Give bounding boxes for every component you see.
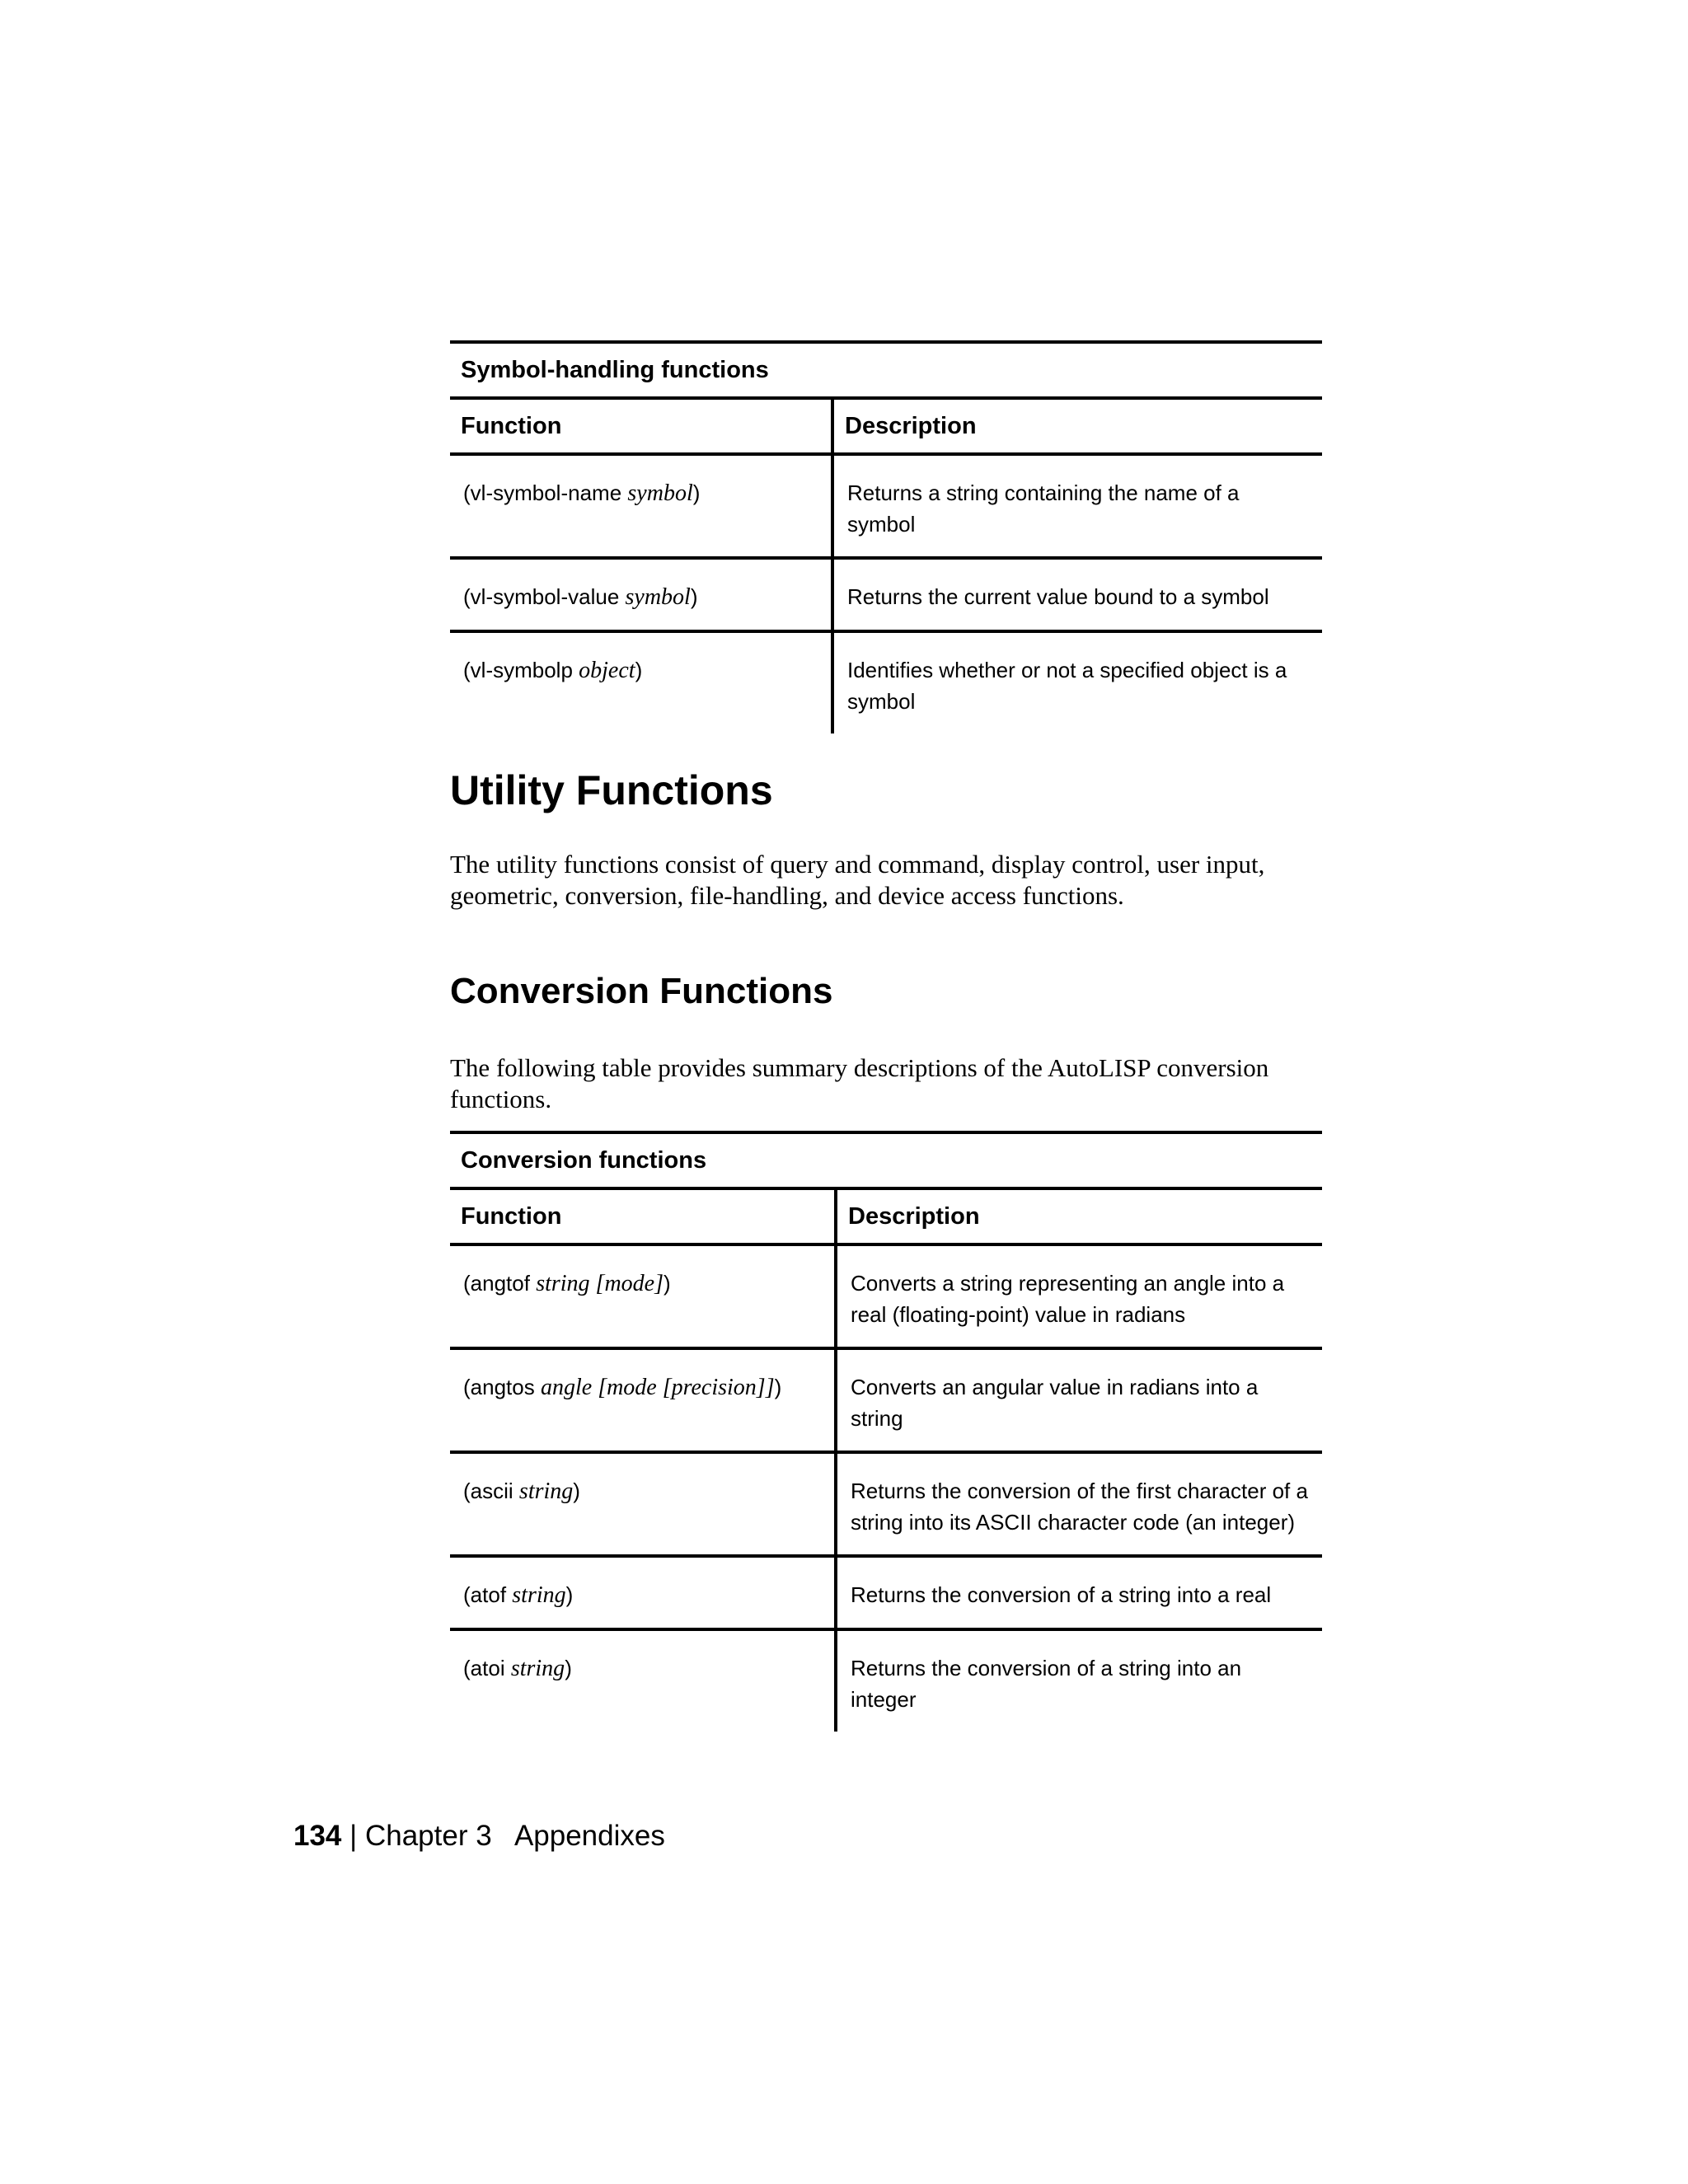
symbol-handling-table: [450, 340, 1322, 733]
table-caption: Conversion functions: [450, 1132, 1322, 1188]
function-name: atoi: [470, 1656, 505, 1680]
symbol-handling-table-block: [450, 340, 1322, 733]
function-signature: (angtos angle [mode [precision]]): [450, 1348, 836, 1452]
table-row: [450, 631, 1322, 733]
function-name: angtos: [470, 1375, 535, 1399]
table-row: [450, 1452, 1322, 1556]
conversion-functions-heading: Conversion Functions: [450, 971, 833, 1011]
table-row: [450, 558, 1322, 631]
function-description: Returns the conversion of the first character of a string into its ASCII character code (an integer): [836, 1452, 1322, 1556]
function-name: atof: [470, 1582, 507, 1607]
function-signature: (vl-symbol-name symbol): [463, 480, 701, 506]
table-row: [450, 454, 1322, 558]
function-args: symbol: [625, 584, 691, 610]
utility-functions-paragraph: The utility functions consist of query and command, display control, user input, geometric, conversion, file-handling, and device access functions.: [450, 850, 1265, 910]
column-header-function: Function: [450, 398, 832, 454]
conversion-functions-table: [450, 1131, 1322, 1732]
function-description: Returns a string containing the name of a symbol: [832, 454, 1322, 558]
function-args: string: [510, 1656, 565, 1681]
conversion-table-block: [450, 1131, 1322, 1732]
page-footer: [293, 1820, 665, 1853]
column-header-description: Description: [832, 398, 1322, 454]
function-signature: (angtof string [mode]): [463, 1271, 671, 1296]
table-row: [450, 1244, 1322, 1348]
column-header-function: Function: [450, 1188, 836, 1244]
function-signature: (ascii string): [450, 1452, 836, 1556]
function-description: Returns the conversion of a string into an integer: [836, 1629, 1322, 1732]
conversion-functions-paragraph: The following table provides summary descriptions of the AutoLISP conversion functions.: [450, 1053, 1269, 1113]
function-args: string [mode]: [536, 1271, 663, 1296]
footer-separator: |: [349, 1820, 358, 1852]
chapter-label: Chapter 3: [364, 1820, 492, 1852]
function-name: vl-symbolp: [470, 658, 573, 682]
function-description: Returns the current value bound to a symbol: [832, 558, 1322, 631]
function-description: Converts an angular value in radians into a string: [836, 1348, 1322, 1452]
chapter-title: Appendixes: [513, 1820, 665, 1852]
function-description: Returns the conversion of a string into a real: [836, 1556, 1322, 1629]
table-row: [450, 1348, 1322, 1452]
function-signature: (atof string): [450, 1556, 836, 1629]
function-args: symbol: [627, 480, 693, 506]
page-number: 134: [293, 1820, 342, 1852]
function-name: vl-symbol-value: [470, 584, 620, 609]
function-description: Converts a string representing an angle into a real (floating-point) value in radians: [836, 1244, 1322, 1348]
function-name: angtof: [470, 1271, 530, 1296]
function-name: vl-symbol-name: [470, 480, 622, 505]
function-signature: (vl-symbol-value symbol): [450, 558, 832, 631]
function-description: Identifies whether or not a specified object is a symbol: [832, 631, 1322, 733]
function-signature: (vl-symbolp object): [450, 631, 832, 733]
column-header-description: Description: [836, 1188, 1322, 1244]
function-name: ascii: [470, 1479, 513, 1503]
table-caption: Symbol-handling functions: [450, 342, 1322, 398]
function-args: string: [512, 1582, 566, 1608]
function-args: object: [579, 658, 635, 683]
function-args: angle [mode [precision]]: [540, 1375, 775, 1400]
table-row: [450, 1629, 1322, 1732]
function-args: string: [518, 1479, 574, 1504]
table-row: [450, 1556, 1322, 1629]
utility-functions-heading: Utility Functions: [450, 767, 773, 813]
function-signature: (atoi string): [450, 1629, 836, 1732]
